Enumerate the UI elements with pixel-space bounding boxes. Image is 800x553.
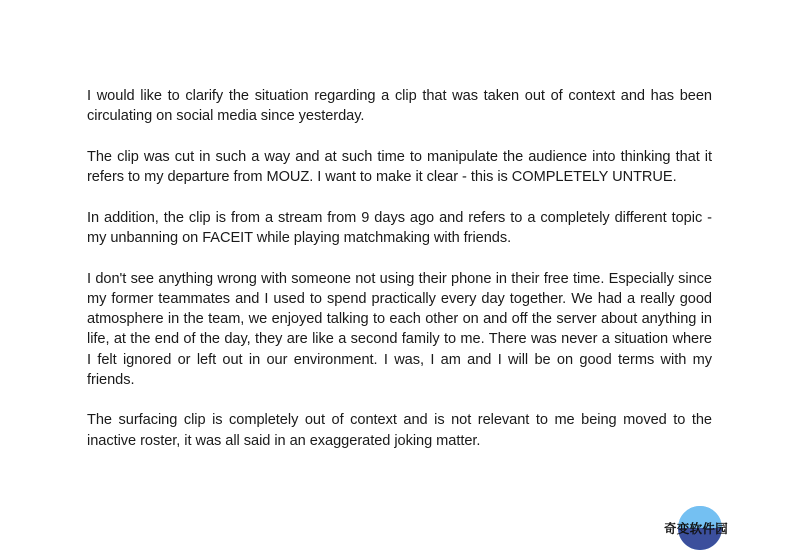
paragraph-teammates: I don't see anything wrong with someone not using their phone in their free time. Especially since my former teammates and I used to spend practically every day together. We had a really good atmosphere in the team, we enjoyed talking to each other on and off the server about anything in life, at the end of the day, they are like a second family to me. There was never a situation where I felt ignored or left out in our environment. I was, I am and I will be on good terms with my friends. [87, 270, 712, 388]
statement-text [87, 86, 712, 471]
paragraph-clarification: I would like to clarify the situation regarding a clip that was taken out of context and has been circulating on social media since yesterday. [87, 88, 712, 125]
paragraph-conclusion: The surfacing clip is completely out of context and is not relevant to me being moved to the inactive roster, it was all said in an exaggerated joking matter. [87, 412, 712, 449]
paragraph-clip-origin: In addition, the clip is from a stream from 9 days ago and refers to a completely different topic - my unbanning on FACEIT while playing matchmaking with friends. [87, 209, 712, 247]
watermark-logo [660, 504, 750, 550]
paragraph-clip-cut: The clip was cut in such a way and at such time to manipulate the audience into thinking that it refers to my departure from MOUZ. I want to make it clear - this is COMPLETELY UNTRUE. [87, 148, 712, 186]
watermark-text: 奇变软件园 [664, 521, 729, 536]
